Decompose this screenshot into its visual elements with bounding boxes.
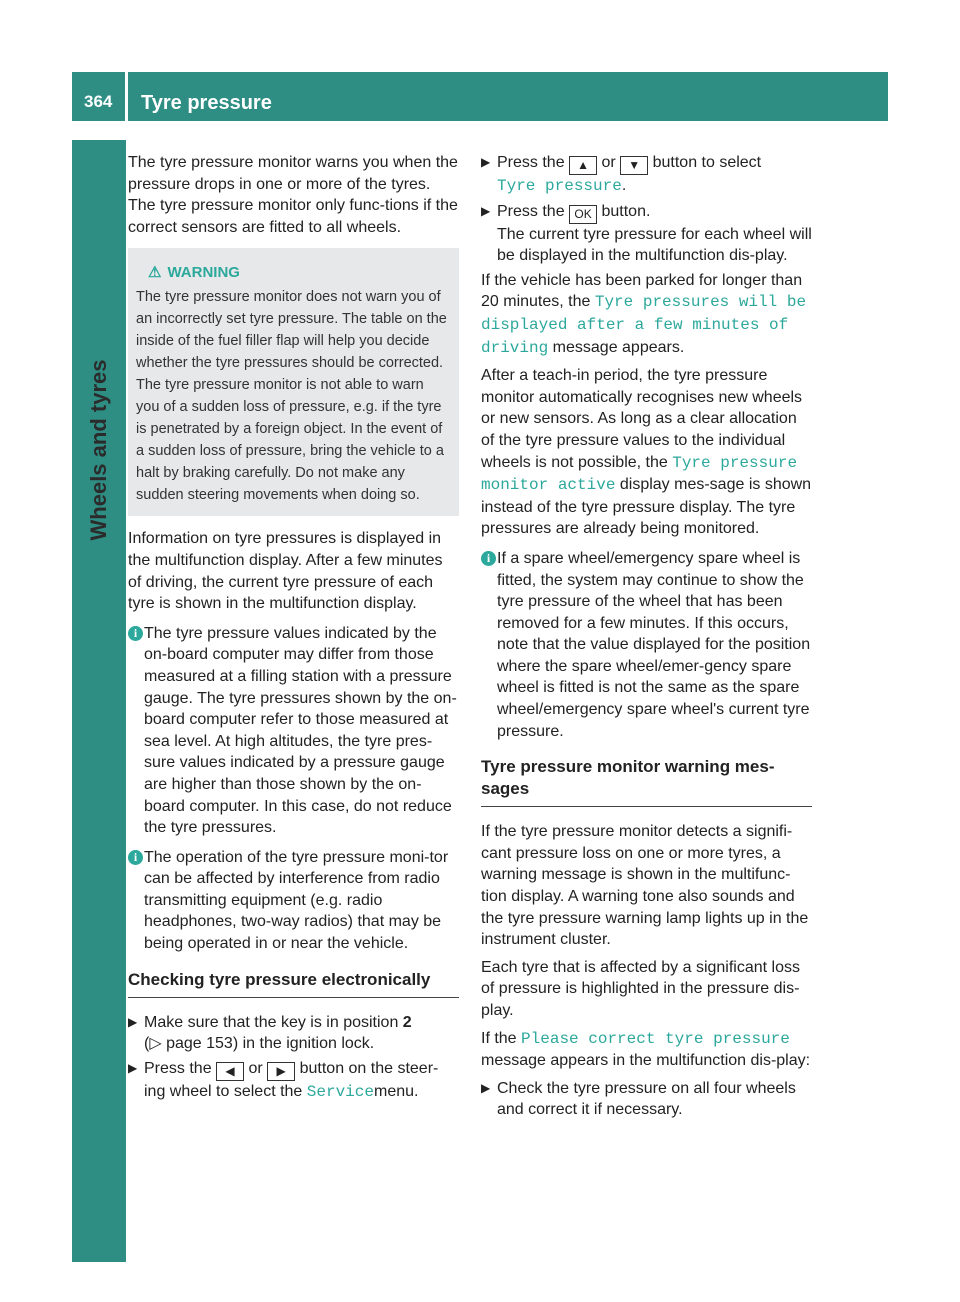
section-heading-warning-messages: Tyre pressure monitor warning mes-sages bbox=[481, 756, 812, 807]
key-position: 2 bbox=[402, 1013, 412, 1031]
step-check-all-tyres bbox=[481, 1078, 812, 1121]
info-icon: i bbox=[128, 626, 143, 641]
warning-heading bbox=[148, 262, 451, 284]
step-arrow-icon: ▶ bbox=[481, 203, 491, 218]
page-ref-icon: ▷ bbox=[149, 1035, 162, 1053]
step-text: Press the bbox=[497, 202, 570, 220]
info-note-altitude bbox=[128, 623, 459, 839]
step-press-ok bbox=[481, 201, 812, 267]
warning-paragraph-1: The tyre pressure monitor does not warn you of an incorrectly set tyre pressure. The table on the inside of the fuel filler flap will help you decide whether the tyre pressures should be corrected. bbox=[136, 289, 447, 372]
left-column bbox=[128, 152, 459, 1106]
highlight-paragraph: Each tyre that is affected by a significant loss of pressure is highlighted in the pressure dis-play. bbox=[481, 958, 800, 1019]
info-note-text: The operation of the tyre pressure moni-tor can be affected by interference from radio transmitting equipment (e.g. radio headphones, two-way radios) that may be being operated in or near the vehicle. bbox=[144, 848, 449, 953]
step-key-position bbox=[128, 1012, 459, 1055]
step-text: Press the bbox=[497, 154, 570, 171]
step-text: ( bbox=[144, 1035, 150, 1053]
info-display-paragraph: Information on tyre pressures is displayed in the multifunction display. After a few minutes of driving, the current tyre pressure of each tyre is shown in the multifunction display. bbox=[128, 530, 443, 613]
step-text: button. bbox=[597, 202, 651, 220]
teach-in-paragraph bbox=[481, 365, 812, 540]
step-text: menu. bbox=[373, 1082, 419, 1100]
section-heading-checking: Checking tyre pressure electronically bbox=[128, 969, 459, 998]
display-message: Tyre pressures will be displayed after a few minutes of driving bbox=[481, 293, 807, 357]
parked-paragraph bbox=[481, 270, 812, 359]
paragraph-text: message appears in the multifunction dis-play: bbox=[481, 1052, 811, 1070]
step-arrow-icon: ▶ bbox=[128, 1060, 138, 1075]
warning-label: WARNING bbox=[167, 264, 240, 282]
step-text: button on the steer-ing wheel to select the bbox=[144, 1059, 439, 1100]
side-tab bbox=[72, 140, 126, 1262]
tyre-pressure-menu-label: Tyre pressure bbox=[497, 177, 622, 195]
info-note-text: If a spare wheel/emergency spare wheel is fitted, the system may continue to show the tyre pressure of the wheel that has been removed for a few minutes. If this occurs, note that the value displayed for the position where the spare wheel/emer-gency spare wheel is fitted is not the same as the spare wheel/emergency spare wheel's current tyre pressure. bbox=[497, 549, 811, 740]
up-arrow-key-icon: ▲ bbox=[569, 156, 597, 175]
warning-box bbox=[128, 248, 459, 516]
down-arrow-key-icon: ▼ bbox=[620, 156, 648, 175]
please-correct-paragraph bbox=[481, 1028, 812, 1072]
paragraph-text: If the bbox=[481, 1029, 522, 1047]
step-text: Check the tyre pressure on all four wheels and correct it if necessary. bbox=[497, 1079, 796, 1119]
info-note-spare-wheel bbox=[481, 548, 812, 742]
step-result-text: The current tyre pressure for each wheel will be displayed in the multifunction dis-play. bbox=[497, 225, 812, 265]
step-select-tyre-pressure bbox=[481, 152, 812, 198]
ok-key-icon: OK bbox=[569, 205, 597, 224]
paragraph-text: After a teach-in period, the tyre pressure monitor automatically recognises new wheels or new sensors. As long as a clear allocation of the tyre pressure values to the individual wheels is not possible, the bbox=[481, 367, 803, 471]
step-text: Make sure that the key is in position bbox=[144, 1013, 403, 1031]
service-menu-label: Service bbox=[306, 1082, 374, 1101]
info-note-interference bbox=[128, 847, 459, 955]
display-message: Please correct tyre pressure bbox=[521, 1029, 790, 1048]
warning-paragraph-2: The tyre pressure monitor is not able to warn you of a sudden loss of pressure, e.g. if the tyre is penetrated by a foreign object. In the event of a sudden loss of pressure, bring the vehicle to a halt by braking carefully. Do not make any sudden steering movements when doing so. bbox=[136, 377, 444, 504]
step-arrow-icon: ▶ bbox=[481, 1080, 491, 1095]
warning-detect-paragraph: If the tyre pressure monitor detects a signifi-cant pressure loss on one or more tyres, a warning message is shown in the multifunc-tion display. A warning tone also sounds and the tyre pressure warning lamp lights up in the instrument cluster. bbox=[481, 823, 809, 949]
step-text: Press the bbox=[144, 1059, 217, 1077]
step-arrow-icon: ▶ bbox=[128, 1014, 138, 1029]
right-arrow-key-icon: ▶ bbox=[267, 1062, 295, 1081]
info-note-text: The tyre pressure values indicated by the on-board computer may differ from those measured at a filling station with a pressure gauge. The tyre pressures shown by the on-board computer refer to those measured at sea level. At high altitudes, the tyre pres-sure values indicated by a pressure gauge are higher than those shown by the on-board computer. In this case, do not reduce the tyre pressures. bbox=[144, 624, 457, 837]
left-arrow-key-icon: ◀ bbox=[216, 1062, 244, 1081]
step-select-service bbox=[128, 1058, 459, 1104]
paragraph-text: display mes-sage is shown instead of the tyre pressure display. The tyre pressures are already being monitored. bbox=[481, 476, 812, 538]
section-label: Wheels and tyres bbox=[86, 359, 111, 541]
display-message: Tyre pressure monitor active bbox=[481, 453, 798, 495]
intro-paragraph: The tyre pressure monitor warns you when the pressure drops in one or more of the tyres. The tyre pressure monitor only func-tions if the correct sensors are fitted to all wheels. bbox=[128, 154, 458, 236]
step-text: or bbox=[597, 154, 621, 171]
paragraph-text: If the vehicle has been parked for longer than 20 minutes, the bbox=[481, 271, 803, 311]
paragraph-text: message appears. bbox=[548, 338, 685, 356]
right-column bbox=[481, 152, 812, 1124]
warning-icon: ⚠ bbox=[148, 264, 162, 282]
step-text: or bbox=[244, 1059, 268, 1077]
page-number: 364 bbox=[84, 92, 113, 111]
page-title: Tyre pressure bbox=[141, 92, 272, 114]
page-reference[interactable]: page 153) in the ignition lock. bbox=[166, 1035, 375, 1053]
header-divider bbox=[125, 72, 128, 121]
step-arrow-icon: ▶ bbox=[481, 155, 491, 169]
step-text: button to select bbox=[648, 154, 762, 171]
step-text: . bbox=[621, 177, 627, 194]
info-icon: i bbox=[128, 850, 143, 865]
info-icon: i bbox=[481, 551, 496, 566]
